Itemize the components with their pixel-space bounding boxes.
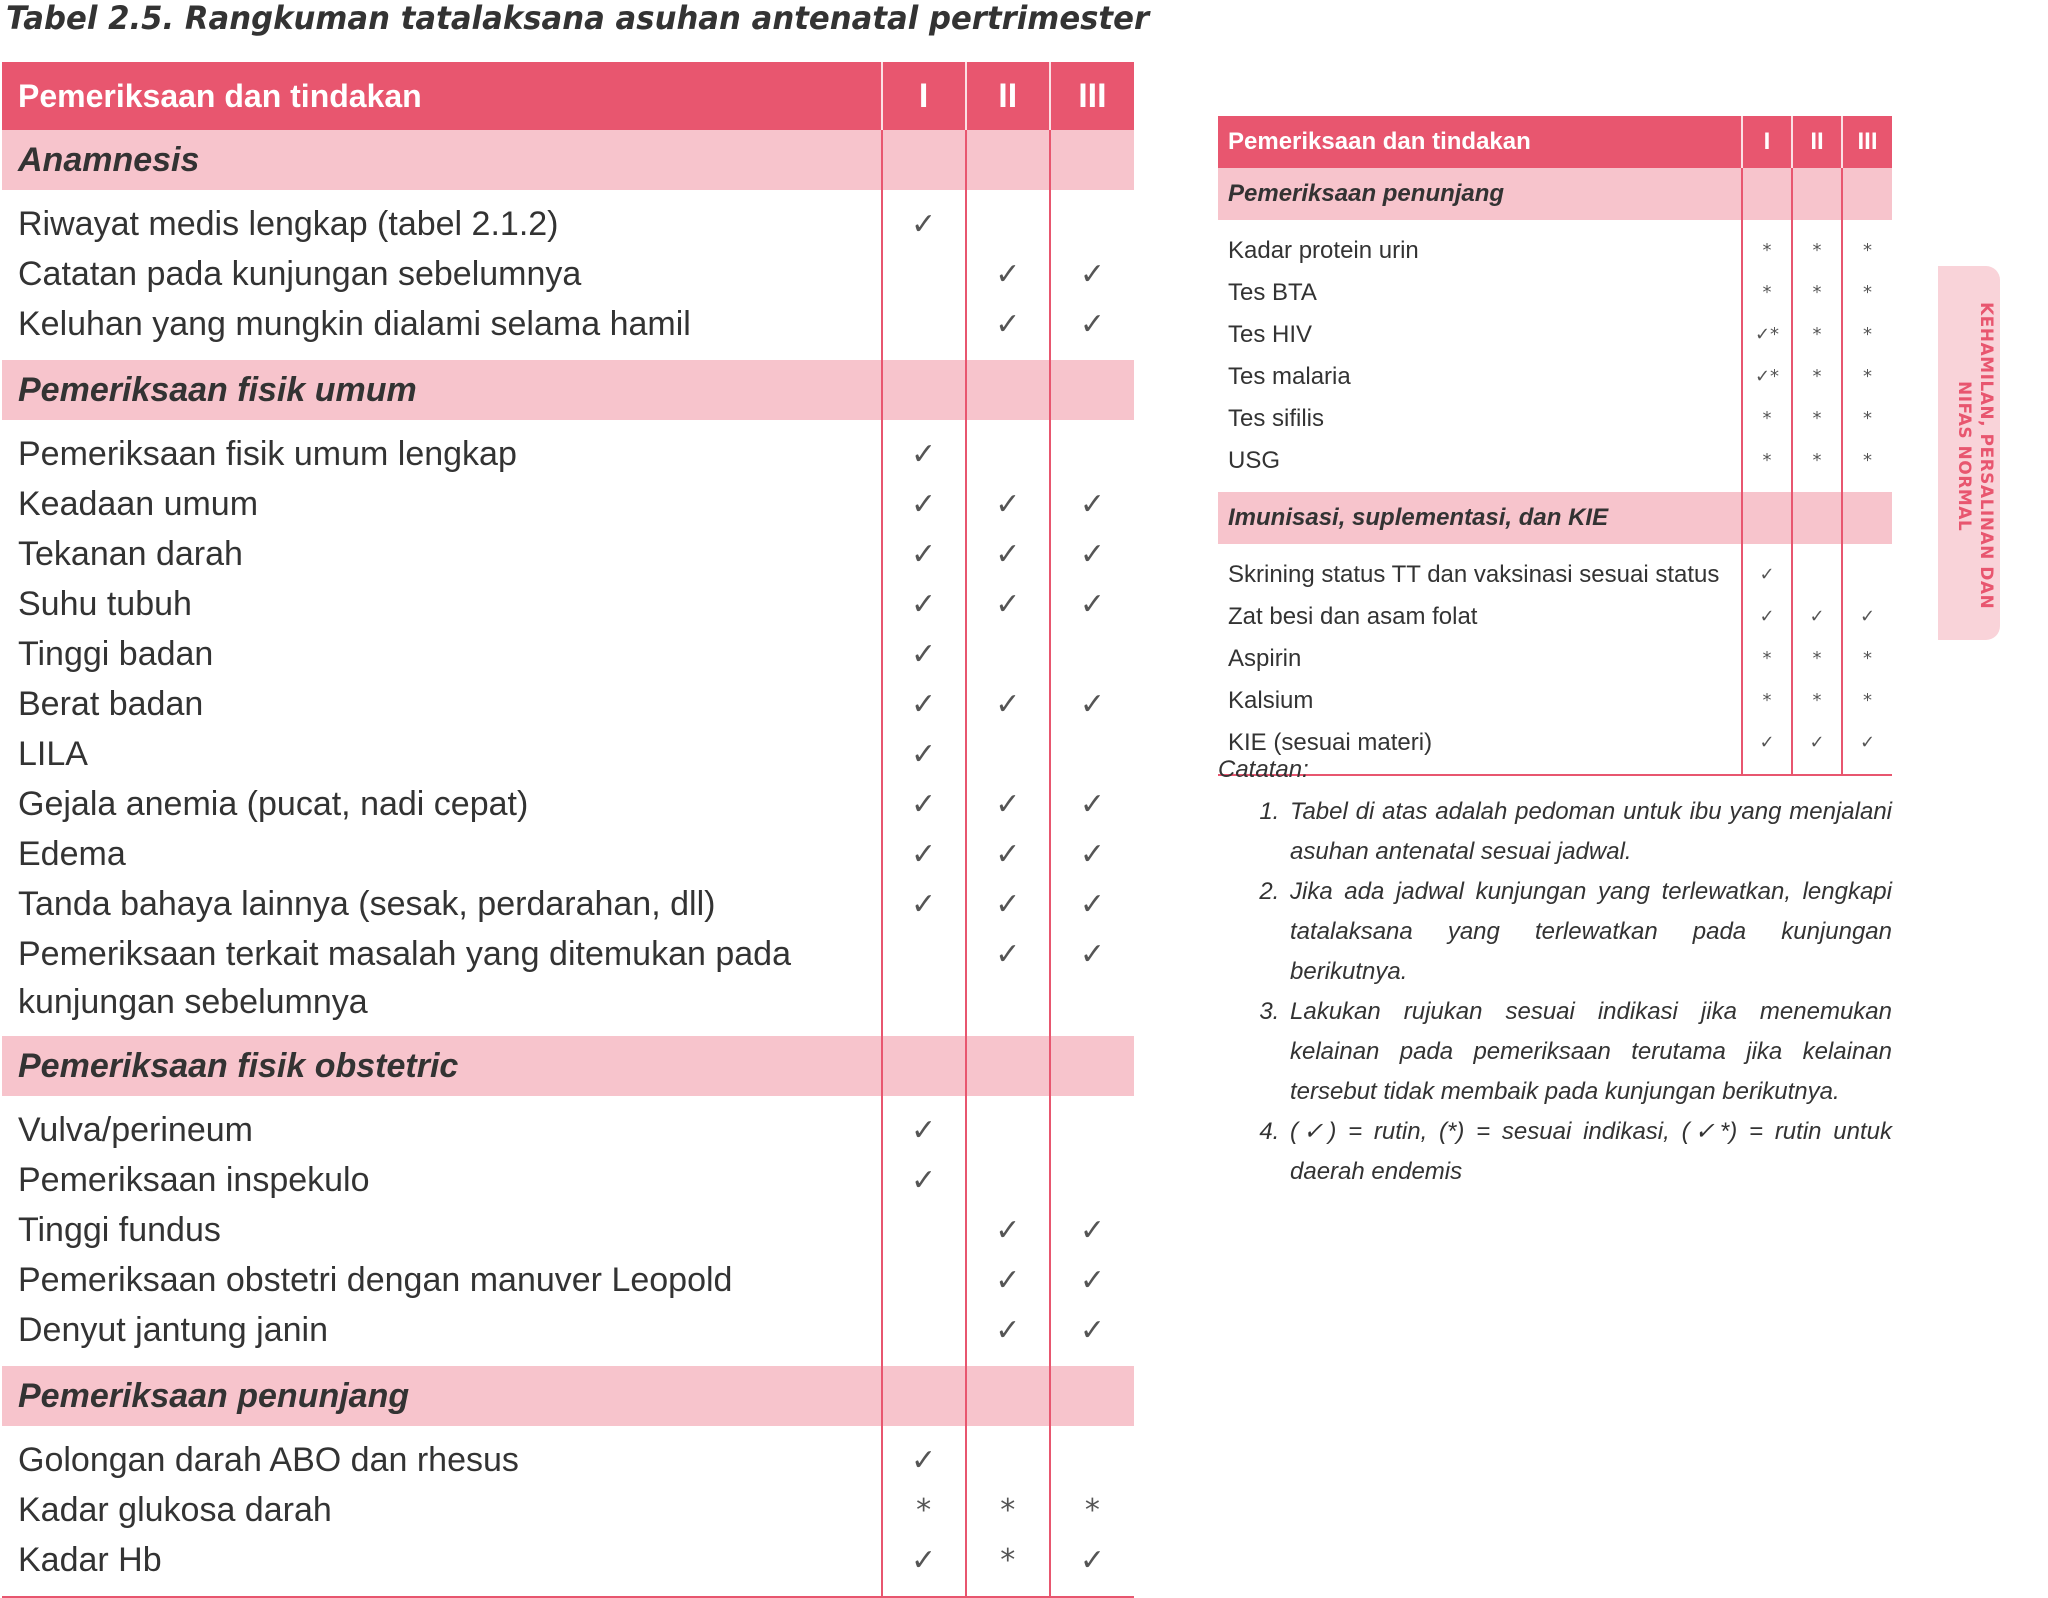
mark-trimester-2: * bbox=[1792, 230, 1842, 272]
mark-trimester-2 bbox=[966, 1156, 1050, 1206]
row-label: Tekanan darah bbox=[2, 530, 882, 580]
mark-trimester-2: * bbox=[1792, 398, 1842, 440]
notes bbox=[1218, 752, 1892, 1192]
section-cell-empty bbox=[966, 360, 1050, 420]
spacer-row bbox=[2, 1586, 1134, 1597]
table-row bbox=[2, 880, 1134, 930]
mark-trimester-2: ✓ bbox=[966, 1306, 1050, 1356]
row-label: Edema bbox=[2, 830, 882, 880]
table-row bbox=[2, 1306, 1134, 1356]
mark-trimester-3: ✓ bbox=[1079, 587, 1105, 622]
mark-trimester-1: ✓ bbox=[882, 880, 966, 930]
spacer-row bbox=[2, 350, 1134, 360]
mark-trimester-1: ✓* bbox=[1742, 356, 1792, 398]
table-row bbox=[2, 1436, 1134, 1486]
mark-trimester-3 bbox=[1050, 200, 1134, 250]
mark-trimester-2: ✓ bbox=[966, 930, 1050, 1026]
row-label: Kadar glukosa darah bbox=[2, 1486, 882, 1536]
mark-trimester-3 bbox=[1842, 554, 1892, 596]
row-label: Tinggi badan bbox=[2, 630, 882, 680]
section-cell-empty bbox=[1050, 1366, 1134, 1426]
section-cell-empty bbox=[882, 360, 966, 420]
mark-trimester-3: ✓ bbox=[1859, 606, 1876, 627]
mark-trimester-2: ✓ bbox=[966, 530, 1050, 580]
row-label: Gejala anemia (pucat, nadi cepat) bbox=[2, 780, 882, 830]
row-label: Aspirin bbox=[1218, 638, 1742, 680]
note-item: 1. Tabel di atas adalah pedoman untuk ibu yang menjalani asuhan antenatal sesuai jadwal. bbox=[1286, 792, 1892, 872]
spacer-row bbox=[2, 1026, 1134, 1036]
table-row bbox=[1218, 554, 1892, 596]
section-cell-empty bbox=[1050, 1036, 1134, 1096]
mark-trimester-1: ✓ bbox=[882, 1156, 966, 1206]
section-cell-empty bbox=[1792, 492, 1842, 544]
section-title: Pemeriksaan penunjang bbox=[2, 1366, 882, 1426]
table-row bbox=[2, 250, 1134, 300]
mark-trimester-1: ✓ bbox=[882, 680, 966, 730]
section-cell-empty bbox=[882, 130, 966, 190]
table-row bbox=[2, 430, 1134, 480]
mark-trimester-3 bbox=[1050, 630, 1134, 680]
mark-trimester-1 bbox=[882, 1306, 966, 1356]
column-header-trimester-2: II bbox=[966, 62, 1050, 130]
mark-trimester-2: ✓ bbox=[966, 580, 1050, 630]
spacer-row bbox=[2, 420, 1134, 430]
mark-trimester-1: ✓ bbox=[882, 730, 966, 780]
table-row bbox=[1218, 314, 1892, 356]
section-header-row bbox=[2, 1036, 1134, 1096]
section-title: Pemeriksaan penunjang bbox=[1218, 168, 1742, 220]
mark-trimester-3 bbox=[1050, 730, 1134, 780]
mark-trimester-1: ✓ bbox=[882, 430, 966, 480]
row-label: Tinggi fundus bbox=[2, 1206, 882, 1256]
mark-trimester-2: ✓ bbox=[966, 1256, 1050, 1306]
mark-trimester-3: ✓ bbox=[1079, 537, 1105, 572]
mark-trimester-3: ✓ bbox=[1079, 1213, 1105, 1248]
table-row bbox=[1218, 272, 1892, 314]
mark-trimester-2 bbox=[966, 730, 1050, 780]
row-label: Tes HIV bbox=[1218, 314, 1742, 356]
table-row bbox=[2, 530, 1134, 580]
chapter-side-label: KEHAMILAN, PERSALINAN DAN NIFAS NORMAL bbox=[1954, 302, 1996, 610]
mark-trimester-1: * bbox=[1742, 638, 1792, 680]
mark-trimester-1: ✓ bbox=[882, 1536, 966, 1586]
table-row bbox=[2, 580, 1134, 630]
mark-trimester-1: * bbox=[1742, 398, 1792, 440]
mark-trimester-3: ✓ bbox=[1079, 1313, 1105, 1348]
row-label: Catatan pada kunjungan sebelumnya bbox=[2, 250, 882, 300]
row-label: Kalsium bbox=[1218, 680, 1742, 722]
mark-trimester-2: * bbox=[1792, 272, 1842, 314]
section-header-row bbox=[2, 130, 1134, 190]
mark-trimester-1: ✓ bbox=[882, 830, 966, 880]
section-cell-empty bbox=[882, 1366, 966, 1426]
table-row bbox=[2, 1106, 1134, 1156]
table-row bbox=[2, 780, 1134, 830]
main-table bbox=[2, 62, 1134, 1598]
row-label: Skrining status TT dan vaksinasi sesuai status bbox=[1218, 554, 1742, 596]
mark-trimester-2: ✓ bbox=[1792, 722, 1842, 764]
section-cell-empty bbox=[1050, 130, 1134, 190]
mark-trimester-1: ✓ bbox=[1742, 554, 1792, 596]
table-row bbox=[1218, 356, 1892, 398]
mark-trimester-1: * bbox=[882, 1486, 966, 1536]
mark-trimester-3: ✓ bbox=[1079, 307, 1105, 342]
mark-trimester-1: * bbox=[1742, 230, 1792, 272]
row-label: USG bbox=[1218, 440, 1742, 482]
section-cell-empty bbox=[1050, 360, 1134, 420]
row-label: Kadar Hb bbox=[2, 1536, 882, 1586]
mark-trimester-1: ✓ bbox=[882, 1106, 966, 1156]
mark-trimester-2: ✓ bbox=[966, 680, 1050, 730]
mark-trimester-1: * bbox=[1742, 272, 1792, 314]
mark-trimester-1 bbox=[882, 300, 966, 350]
mark-trimester-3: ✓ bbox=[1079, 787, 1105, 822]
right-table bbox=[1218, 116, 1892, 776]
table-row bbox=[2, 680, 1134, 730]
table-row bbox=[2, 480, 1134, 530]
mark-trimester-3: * bbox=[1863, 648, 1872, 669]
row-label: Pemeriksaan fisik umum lengkap bbox=[2, 430, 882, 480]
spacer-row bbox=[2, 190, 1134, 200]
section-cell-empty bbox=[1842, 168, 1892, 220]
mark-trimester-2 bbox=[1792, 554, 1842, 596]
section-header-row bbox=[1218, 168, 1892, 220]
mark-trimester-3: * bbox=[1863, 240, 1872, 261]
section-title: Anamnesis bbox=[2, 130, 882, 190]
mark-trimester-1: ✓ bbox=[882, 1436, 966, 1486]
mark-trimester-2 bbox=[966, 1436, 1050, 1486]
note-item: 2. Jika ada jadwal kunjungan yang terlewatkan, lengkapi tatalaksana yang terlewatkan pada kunjungan berikutnya. bbox=[1286, 872, 1892, 992]
mark-trimester-2: * bbox=[1792, 356, 1842, 398]
mark-trimester-3: ✓ bbox=[1079, 487, 1105, 522]
section-header-row bbox=[2, 1366, 1134, 1426]
mark-trimester-1: ✓ bbox=[882, 480, 966, 530]
mark-trimester-2: * bbox=[966, 1536, 1050, 1586]
spacer-row bbox=[1218, 482, 1892, 492]
section-cell-empty bbox=[966, 130, 1050, 190]
mark-trimester-3: ✓ bbox=[1079, 687, 1105, 722]
page-title: Tabel 2.5. Rangkuman tatalaksana asuhan antenatal pertrimester bbox=[6, 0, 1150, 37]
row-label: Kadar protein urin bbox=[1218, 230, 1742, 272]
table-row bbox=[1218, 638, 1892, 680]
mark-trimester-1: * bbox=[1742, 680, 1792, 722]
section-cell-empty bbox=[966, 1366, 1050, 1426]
section-cell-empty bbox=[1742, 168, 1792, 220]
note-item: 4. (✓) = rutin, (*) = sesuai indikasi, (✓*) = rutin untuk daerah endemis bbox=[1286, 1112, 1892, 1192]
table-row bbox=[2, 830, 1134, 880]
row-label: Tanda bahaya lainnya (sesak, perdarahan, dll) bbox=[2, 880, 882, 930]
table-row bbox=[1218, 680, 1892, 722]
mark-trimester-2: ✓ bbox=[966, 250, 1050, 300]
mark-trimester-2: ✓ bbox=[966, 830, 1050, 880]
mark-trimester-2: * bbox=[966, 1486, 1050, 1536]
mark-trimester-1: ✓ bbox=[1742, 596, 1792, 638]
mark-trimester-1: ✓ bbox=[1742, 722, 1792, 764]
mark-trimester-1: ✓* bbox=[1742, 314, 1792, 356]
mark-trimester-3: ✓ bbox=[1079, 837, 1105, 872]
section-header-row bbox=[1218, 492, 1892, 544]
row-label: Vulva/perineum bbox=[2, 1106, 882, 1156]
mark-trimester-2: ✓ bbox=[966, 780, 1050, 830]
section-cell-empty bbox=[1842, 492, 1892, 544]
mark-trimester-2: * bbox=[1792, 680, 1842, 722]
table-row bbox=[2, 1206, 1134, 1256]
mark-trimester-2: ✓ bbox=[966, 880, 1050, 930]
mark-trimester-3: * bbox=[1084, 1493, 1100, 1528]
mark-trimester-2: * bbox=[1792, 314, 1842, 356]
spacer-row bbox=[1218, 544, 1892, 554]
row-label: Suhu tubuh bbox=[2, 580, 882, 630]
mark-trimester-3 bbox=[1050, 430, 1134, 480]
mark-trimester-1: ✓ bbox=[882, 200, 966, 250]
column-header-trimester-3: III bbox=[1050, 62, 1134, 130]
mark-trimester-3: * bbox=[1863, 690, 1872, 711]
table-header-row bbox=[2, 62, 1134, 130]
mark-trimester-2: ✓ bbox=[966, 480, 1050, 530]
mark-trimester-1 bbox=[882, 1206, 966, 1256]
table-row bbox=[2, 1486, 1134, 1536]
notes-list bbox=[1218, 792, 1892, 1192]
mark-trimester-1: * bbox=[1742, 440, 1792, 482]
table-row bbox=[1218, 440, 1892, 482]
row-label: Riwayat medis lengkap (tabel 2.1.2) bbox=[2, 200, 882, 250]
table-row bbox=[1218, 398, 1892, 440]
mark-trimester-2 bbox=[966, 430, 1050, 480]
mark-trimester-1: ✓ bbox=[882, 530, 966, 580]
table-row bbox=[2, 730, 1134, 780]
mark-trimester-3 bbox=[1050, 1156, 1134, 1206]
row-label: Zat besi dan asam folat bbox=[1218, 596, 1742, 638]
mark-trimester-3: * bbox=[1863, 282, 1872, 303]
mark-trimester-2 bbox=[966, 630, 1050, 680]
section-cell-empty bbox=[882, 1036, 966, 1096]
mark-trimester-3 bbox=[1050, 1436, 1134, 1486]
mark-trimester-3: * bbox=[1863, 450, 1872, 471]
table-row bbox=[2, 300, 1134, 350]
mark-trimester-2: ✓ bbox=[966, 300, 1050, 350]
table-row bbox=[2, 1256, 1134, 1306]
spacer-row bbox=[2, 1426, 1134, 1436]
mark-trimester-3: * bbox=[1863, 366, 1872, 387]
mark-trimester-3: ✓ bbox=[1079, 937, 1105, 972]
table-row bbox=[1218, 230, 1892, 272]
mark-trimester-1 bbox=[882, 250, 966, 300]
column-header-trimester-1: I bbox=[1742, 116, 1792, 168]
row-label: Tes BTA bbox=[1218, 272, 1742, 314]
mark-trimester-2: * bbox=[1792, 638, 1842, 680]
mark-trimester-1: ✓ bbox=[882, 580, 966, 630]
column-header-trimester-3: III bbox=[1842, 116, 1892, 168]
row-label: Pemeriksaan obstetri dengan manuver Leopold bbox=[2, 1256, 882, 1306]
mark-trimester-1 bbox=[882, 930, 966, 1026]
spacer-row bbox=[2, 1096, 1134, 1106]
mark-trimester-3: * bbox=[1863, 324, 1872, 345]
mark-trimester-2 bbox=[966, 200, 1050, 250]
table-row bbox=[2, 630, 1134, 680]
mark-trimester-1: ✓ bbox=[882, 780, 966, 830]
row-label: Tes sifilis bbox=[1218, 398, 1742, 440]
mark-trimester-3: ✓ bbox=[1079, 887, 1105, 922]
section-header-row bbox=[2, 360, 1134, 420]
mark-trimester-2 bbox=[966, 1106, 1050, 1156]
mark-trimester-3 bbox=[1050, 1106, 1134, 1156]
mark-trimester-1: ✓ bbox=[882, 630, 966, 680]
column-header-label: Pemeriksaan dan tindakan bbox=[1218, 116, 1742, 168]
row-label: KIE (sesuai materi) bbox=[1218, 722, 1742, 764]
column-header-trimester-1: I bbox=[882, 62, 966, 130]
mark-trimester-3: ✓ bbox=[1079, 1263, 1105, 1298]
row-label: Berat badan bbox=[2, 680, 882, 730]
row-label: Pemeriksaan terkait masalah yang ditemukan pada kunjungan sebelumnya bbox=[2, 930, 882, 1026]
section-cell-empty bbox=[966, 1036, 1050, 1096]
row-label: Denyut jantung janin bbox=[2, 1306, 882, 1356]
section-title: Pemeriksaan fisik umum bbox=[2, 360, 882, 420]
mark-trimester-2: * bbox=[1792, 440, 1842, 482]
note-item: 3. Lakukan rujukan sesuai indikasi jika menemukan kelainan pada pemeriksaan terutama jika kelainan tersebut tidak membaik pada kunjungan berikutnya. bbox=[1286, 992, 1892, 1112]
mark-trimester-3: ✓ bbox=[1859, 732, 1876, 753]
row-label: Keluhan yang mungkin dialami selama hamil bbox=[2, 300, 882, 350]
table-row bbox=[2, 1156, 1134, 1206]
mark-trimester-3: ✓ bbox=[1079, 1543, 1105, 1578]
column-header-label: Pemeriksaan dan tindakan bbox=[2, 62, 882, 130]
table-row bbox=[1218, 596, 1892, 638]
notes-heading: Catatan: bbox=[1218, 756, 1309, 783]
section-title: Pemeriksaan fisik obstetric bbox=[2, 1036, 882, 1096]
mark-trimester-2: ✓ bbox=[966, 1206, 1050, 1256]
mark-trimester-3: ✓ bbox=[1079, 257, 1105, 292]
row-label: Keadaan umum bbox=[2, 480, 882, 530]
mark-trimester-3: * bbox=[1863, 408, 1872, 429]
column-header-trimester-2: II bbox=[1792, 116, 1842, 168]
row-label: LILA bbox=[2, 730, 882, 780]
section-title: Imunisasi, suplementasi, dan KIE bbox=[1218, 492, 1742, 544]
section-cell-empty bbox=[1792, 168, 1842, 220]
table-header-row bbox=[1218, 116, 1892, 168]
mark-trimester-1 bbox=[882, 1256, 966, 1306]
table-row bbox=[2, 930, 1134, 1026]
table-row bbox=[2, 1536, 1134, 1586]
mark-trimester-2: ✓ bbox=[1792, 596, 1842, 638]
row-label: Tes malaria bbox=[1218, 356, 1742, 398]
row-label: Pemeriksaan inspekulo bbox=[2, 1156, 882, 1206]
row-label: Golongan darah ABO dan rhesus bbox=[2, 1436, 882, 1486]
spacer-row bbox=[2, 1356, 1134, 1366]
table-row bbox=[2, 200, 1134, 250]
spacer-row bbox=[1218, 220, 1892, 230]
section-cell-empty bbox=[1742, 492, 1792, 544]
